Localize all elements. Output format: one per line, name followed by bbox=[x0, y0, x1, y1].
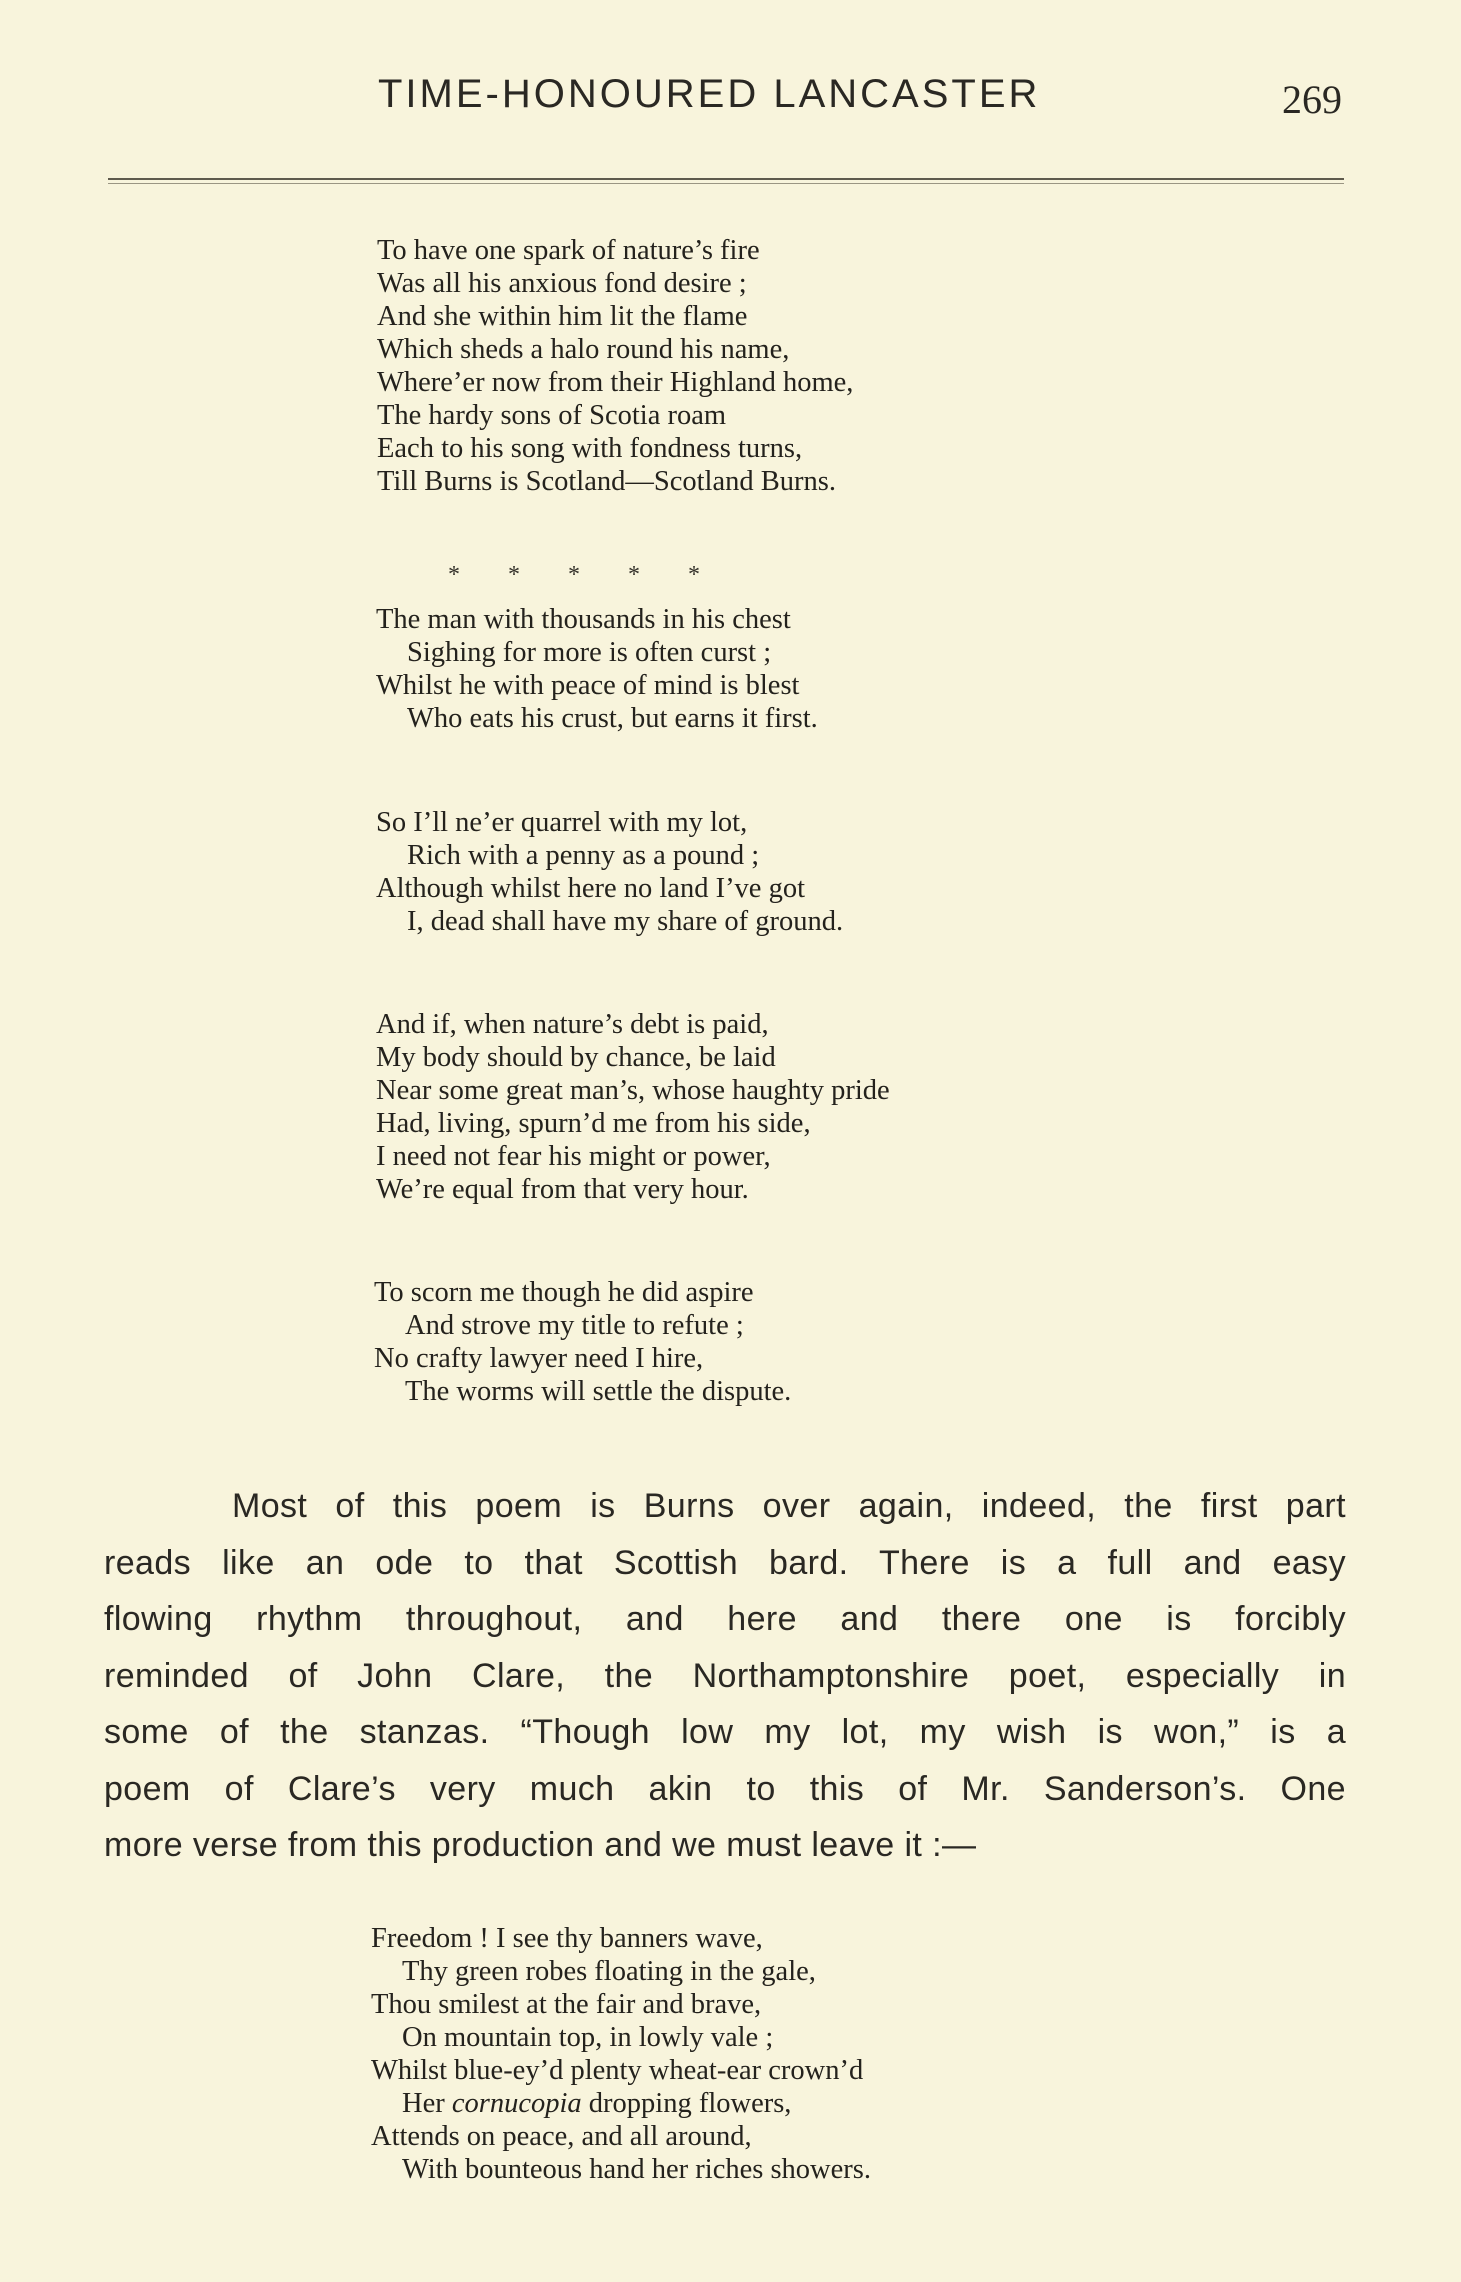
prose-paragraph bbox=[104, 1478, 1346, 1874]
verse-line: To have one spark of nature’s fire bbox=[377, 235, 760, 266]
verse-line: To scorn me though he did aspire bbox=[374, 1277, 754, 1308]
italic-word: cornucopia bbox=[451, 2088, 582, 2119]
verse-text: Her bbox=[402, 2088, 452, 2119]
verse-line: Near some great man’s, whose haughty pride bbox=[376, 1075, 890, 1106]
verse-line: Thou smilest at the fair and brave, bbox=[371, 1989, 762, 2020]
prose-line-text: more verse from this production and we must leave it :— bbox=[104, 1826, 977, 1864]
verse-line: The hardy sons of Scotia roam bbox=[377, 400, 727, 431]
verse-line: Each to his song with fondness turns, bbox=[377, 433, 803, 464]
prose-line bbox=[104, 1591, 1346, 1648]
verse-line: Although whilst here no land I’ve got bbox=[376, 873, 806, 904]
prose-line-text: reads like an ode to that Scottish bard. There is a full and easy bbox=[104, 1543, 1346, 1582]
verse-line: My body should by chance, be laid bbox=[376, 1042, 776, 1073]
stanza-3 bbox=[376, 806, 843, 938]
verse-line: Rich with a penny as a pound ; bbox=[407, 840, 760, 871]
stanza-2 bbox=[376, 603, 818, 735]
running-head bbox=[0, 72, 1461, 122]
prose-line bbox=[104, 1535, 1346, 1592]
stanza-5 bbox=[374, 1276, 791, 1408]
prose-line bbox=[104, 1817, 1346, 1874]
prose-line bbox=[104, 1478, 1346, 1535]
verse-line: Thy green robes floating in the gale, bbox=[402, 1956, 816, 1987]
prose-line bbox=[104, 1648, 1346, 1705]
section-break-asterisks: * * * * * bbox=[448, 562, 700, 588]
verse-line: Whilst blue-ey’d plenty wheat-ear crown’d bbox=[371, 2055, 864, 2086]
verse-line: Till Burns is Scotland—Scotland Burns. bbox=[377, 466, 836, 497]
verse-line: Attends on peace, and all around, bbox=[371, 2121, 752, 2152]
verse-line: And she within him lit the flame bbox=[377, 301, 748, 332]
verse-line: Which sheds a halo round his name, bbox=[377, 334, 790, 365]
verse-line: We’re equal from that very hour. bbox=[376, 1174, 749, 1205]
prose-line bbox=[104, 1704, 1346, 1761]
verse-line: Freedom ! I see thy banners wave, bbox=[371, 1923, 763, 1954]
verse-line: And if, when nature’s debt is paid, bbox=[376, 1009, 769, 1040]
verse-line: So I’ll ne’er quarrel with my lot, bbox=[376, 807, 748, 838]
header-rule bbox=[108, 178, 1344, 180]
verse-line: Was all his anxious fond desire ; bbox=[377, 268, 747, 299]
verse-line: Who eats his crust, but earns it first. bbox=[407, 703, 818, 734]
verse-line: The worms will settle the dispute. bbox=[405, 1376, 792, 1407]
verse-line: On mountain top, in lowly vale ; bbox=[402, 2022, 774, 2053]
page-number: 269 bbox=[1282, 77, 1342, 122]
verse-line: Where’er now from their Highland home, bbox=[377, 367, 854, 398]
stanza-4 bbox=[376, 1008, 890, 1206]
prose-line bbox=[104, 1761, 1346, 1818]
prose-line-text: Most of this poem is Burns over again, indeed, the first part bbox=[232, 1487, 1346, 1525]
verse-line: Had, living, spurn’d me from his side, bbox=[376, 1108, 811, 1139]
verse-line bbox=[371, 2087, 871, 2120]
verse-text: dropping flowers, bbox=[581, 2088, 792, 2119]
verse-line: Whilst he with peace of mind is blest bbox=[376, 670, 800, 701]
verse-line: And strove my title to refute ; bbox=[405, 1310, 744, 1341]
stanza-1 bbox=[377, 234, 853, 498]
verse-line: With bounteous hand her riches showers. bbox=[402, 2154, 871, 2185]
prose-line-text: flowing rhythm throughout, and here and there one is forcibly bbox=[104, 1600, 1346, 1638]
verse-line: No crafty lawyer need I hire, bbox=[374, 1343, 704, 1374]
prose-line-text: some of the stanzas. “Though low my lot, my wish is won,” is a bbox=[104, 1713, 1346, 1751]
running-title: TIME-HONOURED LANCASTER bbox=[378, 72, 1041, 116]
verse-line: Sighing for more is often curst ; bbox=[407, 637, 772, 668]
verse-line: The man with thousands in his chest bbox=[376, 604, 791, 635]
verse-line: I need not fear his might or power, bbox=[376, 1141, 771, 1172]
final-stanza bbox=[371, 1922, 871, 2186]
prose-line-text: poem of Clare’s very much akin to this of Mr. Sanderson’s. One bbox=[104, 1769, 1346, 1808]
prose-line-text: reminded of John Clare, the Northamptonshire poet, especially in bbox=[104, 1656, 1346, 1695]
verse-line: I, dead shall have my share of ground. bbox=[407, 906, 844, 937]
